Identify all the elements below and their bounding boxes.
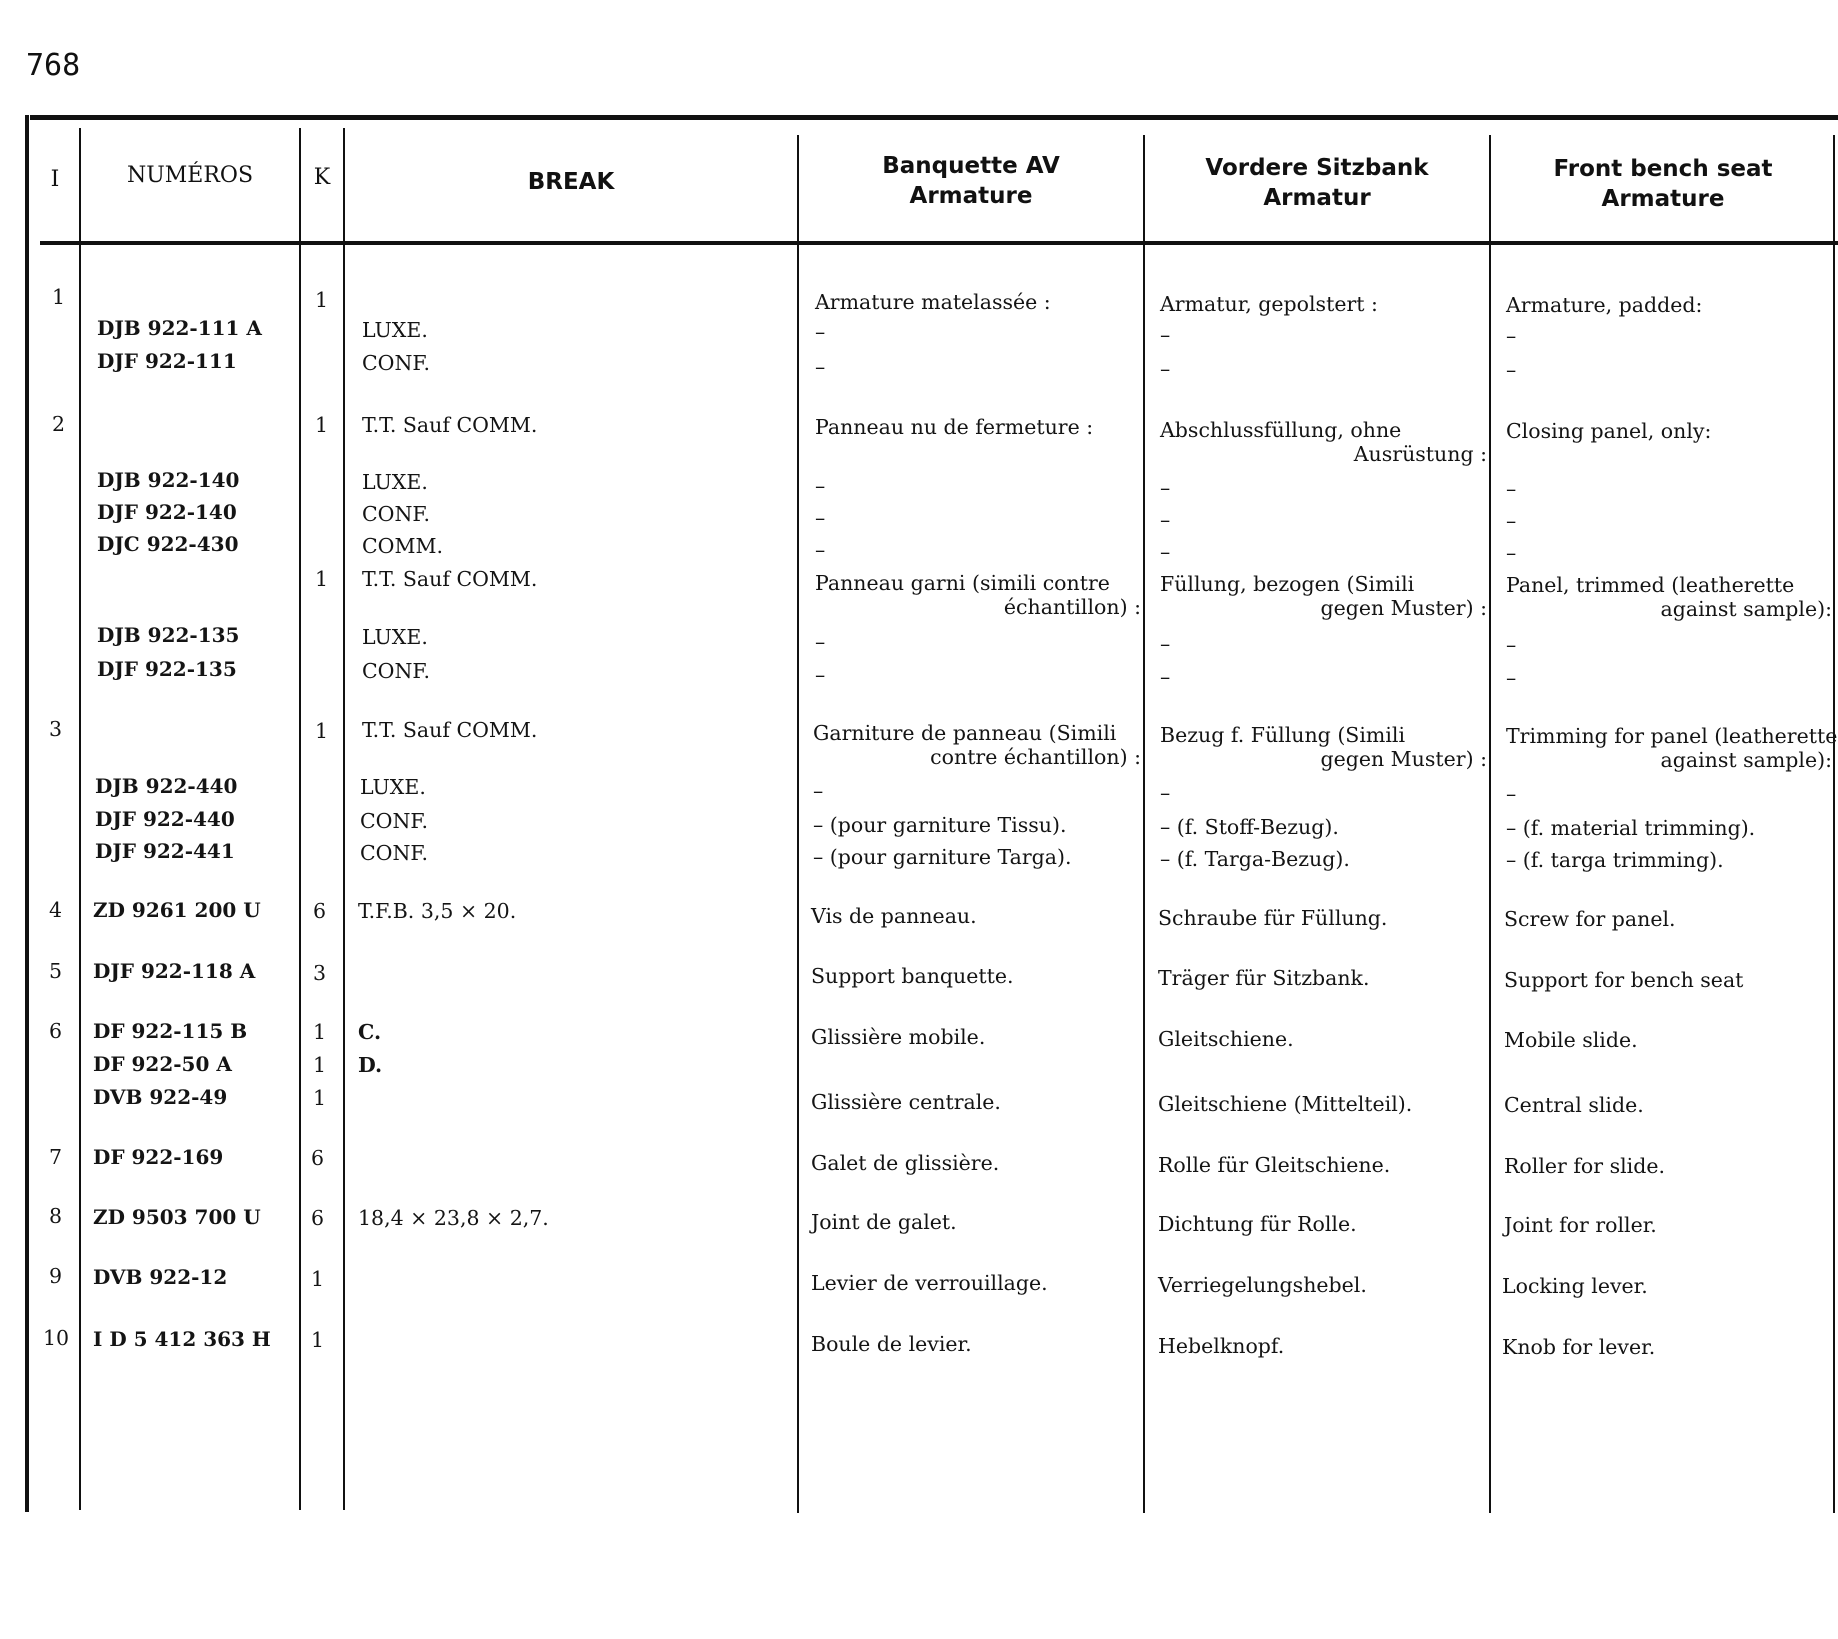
english-cell: – <box>1506 509 1517 533</box>
english-cell: Locking lever. <box>1502 1274 1648 1298</box>
index-cell: 4 <box>49 898 63 922</box>
part-number-cell: DF 922-50 A <box>93 1052 232 1076</box>
part-number-cell: DVB 922-12 <box>93 1265 228 1289</box>
header-k: K <box>313 165 331 190</box>
quantity-cell: 6 <box>313 899 327 923</box>
english-cell: Panel, trimmed (leatherette against sample): <box>1506 573 1832 621</box>
german-cell: – <box>1160 540 1171 564</box>
part-number-cell: DJF 922-118 A <box>93 959 256 983</box>
english-cell: Screw for panel. <box>1504 907 1676 931</box>
part-number-cell: DJF 922-140 <box>97 500 237 524</box>
break-cell: CONF. <box>362 502 430 526</box>
break-cell: LUXE. <box>362 470 428 494</box>
german-cell: Füllung, bezogen (Simili gegen Muster) : <box>1160 572 1487 620</box>
column-rule-de <box>1489 135 1491 1513</box>
break-cell: CONF. <box>360 809 428 833</box>
part-number-cell: DJF 922-135 <box>97 657 237 681</box>
english-cell: Closing panel, only: <box>1506 419 1712 443</box>
index-cell: 8 <box>49 1204 63 1228</box>
quantity-cell: 1 <box>311 1328 325 1352</box>
german-cell: – <box>1160 476 1171 500</box>
german-cell: Abschlussfüllung, ohne Ausrüstung : <box>1160 418 1487 466</box>
quantity-cell: 6 <box>311 1146 325 1170</box>
break-cell: T.T. Sauf COMM. <box>362 413 538 437</box>
french-cell: Support banquette. <box>811 964 1014 988</box>
break-cell: C. <box>358 1020 382 1044</box>
french-cell: – <box>815 474 826 498</box>
column-rule-en <box>1833 135 1835 1513</box>
break-cell: LUXE. <box>362 318 428 342</box>
break-cell: T.F.B. 3,5 × 20. <box>358 899 517 923</box>
break-cell: CONF. <box>360 841 428 865</box>
french-cell: Joint de galet. <box>811 1210 957 1234</box>
quantity-cell: 6 <box>311 1206 325 1230</box>
table-left-rule <box>25 115 29 1512</box>
part-number-cell: ZD 9261 200 U <box>93 898 261 922</box>
english-cell: Central slide. <box>1504 1093 1644 1117</box>
header-break: BREAK <box>527 169 615 195</box>
part-number-cell: DJC 922-430 <box>97 532 239 556</box>
break-cell: CONF. <box>362 659 430 683</box>
english-cell: – <box>1506 324 1517 348</box>
english-cell: Mobile slide. <box>1504 1028 1638 1052</box>
page-number: 768 <box>26 48 81 83</box>
quantity-cell: 3 <box>313 961 327 985</box>
break-cell: COMM. <box>362 534 443 558</box>
break-cell: LUXE. <box>362 625 428 649</box>
part-number-cell: I D 5 412 363 H <box>93 1327 271 1351</box>
header-i: I <box>50 167 60 192</box>
column-rule-numeros <box>299 128 301 1510</box>
quantity-cell: 1 <box>315 567 329 591</box>
index-cell: 10 <box>43 1326 70 1350</box>
english-cell: – <box>1506 477 1517 501</box>
quantity-cell: 1 <box>315 288 329 312</box>
german-cell: Hebelknopf. <box>1158 1334 1285 1358</box>
quantity-cell: 1 <box>315 413 329 437</box>
french-cell: – (pour garniture Tissu). <box>813 813 1067 837</box>
german-cell: Bezug f. Füllung (Simili gegen Muster) : <box>1160 723 1487 771</box>
english-cell: – <box>1506 782 1517 806</box>
part-number-cell: DJF 922-111 <box>97 349 237 373</box>
break-cell: T.T. Sauf COMM. <box>362 718 538 742</box>
french-cell: Boule de levier. <box>811 1332 972 1356</box>
column-rule-i <box>79 128 81 1510</box>
english-cell: Knob for lever. <box>1502 1335 1656 1359</box>
part-number-cell: ZD 9503 700 U <box>93 1205 261 1229</box>
german-cell: – <box>1160 323 1171 347</box>
german-cell: – (f. Stoff-Bezug). <box>1160 815 1339 839</box>
english-cell: – (f. targa trimming). <box>1506 848 1724 872</box>
english-cell: Armature, padded: <box>1506 293 1703 317</box>
table-top-rule <box>30 115 1838 120</box>
french-cell: Glissière mobile. <box>811 1025 986 1049</box>
german-cell: Gleitschiene. <box>1158 1027 1294 1051</box>
french-cell: – (pour garniture Targa). <box>813 845 1072 869</box>
english-cell: – <box>1506 358 1517 382</box>
part-number-cell: DF 922-115 B <box>93 1019 248 1043</box>
french-cell: – <box>815 506 826 530</box>
header-bottom-rule <box>40 241 1838 245</box>
german-cell: – (f. Targa-Bezug). <box>1160 847 1350 871</box>
index-cell: 3 <box>49 717 63 741</box>
french-cell: Levier de verrouillage. <box>811 1271 1048 1295</box>
part-number-cell: DJF 922-441 <box>95 839 235 863</box>
break-cell: CONF. <box>362 351 430 375</box>
french-cell: Vis de panneau. <box>811 904 977 928</box>
header-french: Banquette AV Armature <box>882 153 1060 209</box>
header-german: Vordere Sitzbank Armatur <box>1205 155 1429 211</box>
part-number-cell: DF 922-169 <box>93 1145 224 1169</box>
german-cell: – <box>1160 665 1171 689</box>
german-cell: Armatur, gepolstert : <box>1160 292 1378 316</box>
english-cell: Joint for roller. <box>1504 1213 1657 1237</box>
french-cell: – <box>815 320 826 344</box>
index-cell: 6 <box>49 1019 63 1043</box>
french-cell: – <box>815 538 826 562</box>
german-cell: – <box>1160 781 1171 805</box>
french-cell: Garniture de panneau (Simili contre échantillon) : <box>813 721 1141 769</box>
german-cell: Dichtung für Rolle. <box>1158 1212 1357 1236</box>
column-rule-break <box>797 135 799 1513</box>
english-cell: Trimming for panel (leatherette against sample): <box>1506 724 1838 772</box>
part-number-cell: DVB 922-49 <box>93 1085 228 1109</box>
quantity-cell: 1 <box>313 1086 327 1110</box>
index-cell: 5 <box>49 959 63 983</box>
french-cell: Panneau garni (simili contre échantillon) : <box>815 571 1141 619</box>
english-cell: – (f. material trimming). <box>1506 816 1756 840</box>
german-cell: Rolle für Gleitschiene. <box>1158 1153 1391 1177</box>
part-number-cell: DJB 922-140 <box>97 468 240 492</box>
german-cell: – <box>1160 632 1171 656</box>
break-cell: D. <box>358 1053 383 1077</box>
header-english: Front bench seat Armature <box>1553 156 1773 212</box>
german-cell: Träger für Sitzbank. <box>1158 966 1370 990</box>
index-cell: 7 <box>49 1145 63 1169</box>
column-rule-fr <box>1143 135 1145 1513</box>
quantity-cell: 1 <box>315 719 329 743</box>
header-numeros: NUMÉROS <box>126 163 254 188</box>
german-cell: Gleitschiene (Mittelteil). <box>1158 1092 1413 1116</box>
part-number-cell: DJB 922-440 <box>95 774 238 798</box>
english-cell: – <box>1506 541 1517 565</box>
part-number-cell: DJB 922-135 <box>97 623 240 647</box>
french-cell: Armature matelassée : <box>815 290 1051 314</box>
french-cell: Panneau nu de fermeture : <box>815 415 1094 439</box>
english-cell: – <box>1506 666 1517 690</box>
german-cell: Schraube für Füllung. <box>1158 906 1388 930</box>
part-number-cell: DJF 922-440 <box>95 807 235 831</box>
break-cell: LUXE. <box>360 775 426 799</box>
part-number-cell: DJB 922-111 A <box>97 316 262 340</box>
english-cell: Support for bench seat <box>1504 968 1744 992</box>
index-cell: 1 <box>52 285 66 309</box>
french-cell: – <box>813 779 824 803</box>
index-cell: 2 <box>52 412 66 436</box>
french-cell: – <box>815 663 826 687</box>
german-cell: – <box>1160 508 1171 532</box>
quantity-cell: 1 <box>313 1020 327 1044</box>
quantity-cell: 1 <box>313 1053 327 1077</box>
german-cell: Verriegelungshebel. <box>1158 1273 1367 1297</box>
index-cell: 9 <box>49 1264 63 1288</box>
german-cell: – <box>1160 357 1171 381</box>
french-cell: Glissière centrale. <box>811 1090 1001 1114</box>
french-cell: – <box>815 630 826 654</box>
quantity-cell: 1 <box>311 1267 325 1291</box>
column-rule-k <box>343 128 345 1510</box>
break-cell: T.T. Sauf COMM. <box>362 567 538 591</box>
english-cell: – <box>1506 633 1517 657</box>
french-cell: – <box>815 355 826 379</box>
break-cell: 18,4 × 23,8 × 2,7. <box>358 1206 549 1230</box>
french-cell: Galet de glissière. <box>811 1151 1000 1175</box>
english-cell: Roller for slide. <box>1504 1154 1665 1178</box>
